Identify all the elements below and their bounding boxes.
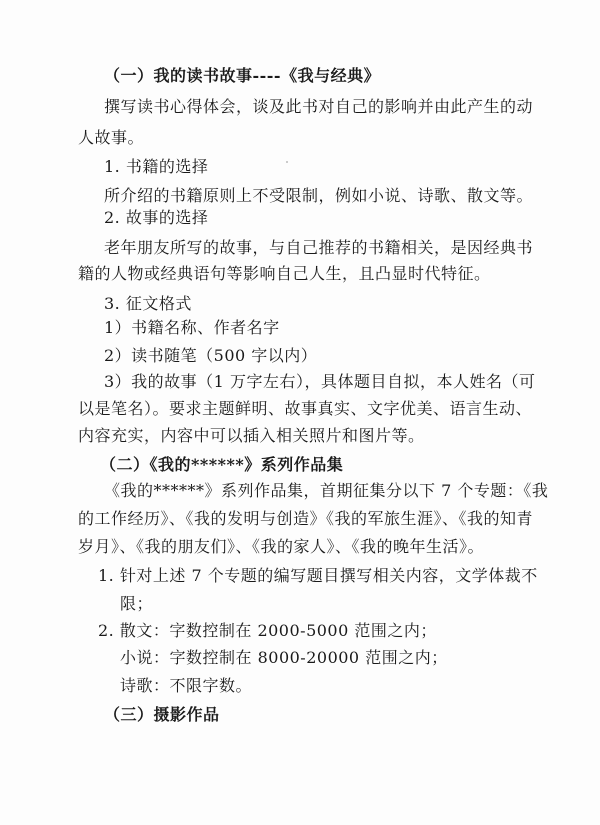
section2-intro-line1: 《我的******》系列作品集，首期征集分以下 7 个专题：《我 [104, 481, 549, 500]
section1-intro-line1: 撰写读书心得体会，谈及此书对自己的影响并由此产生的动 [104, 97, 534, 116]
section3-heading: （三）摄影作品 [104, 705, 220, 724]
section1-item3-title: 3. 征文格式 [104, 294, 192, 313]
section2-item2-line2: 小说：字数控制在 8000-20000 范围之内； [120, 648, 448, 667]
scan-artifact [286, 161, 288, 163]
section2-intro-line2: 的工作经历》、《我的发明与创造》《我的军旅生涯》、《我的知青 [78, 509, 534, 528]
section1-format1: 1）书籍名称、作者名字 [104, 318, 280, 337]
section2-heading: （二）《我的******》系列作品集 [100, 455, 344, 474]
section2-intro-line3: 岁月》、《我的朋友们》、《我的家人》、《我的晚年生活》。 [78, 537, 485, 556]
section1-format2: 2）读书随笔（500 字以内） [104, 346, 318, 365]
section2-item2-line1: 2. 散文：字数控制在 2000-5000 范围之内； [98, 621, 437, 640]
section1-item2-text-line2: 籍的人物或经典语句等影响自己人生，且凸显时代特征。 [78, 264, 491, 283]
section1-item2-text-line1: 老年朋友所写的故事，与自己推荐的书籍相关，是因经典书 [104, 238, 534, 257]
section2-item2-line3: 诗歌：不限字数。 [120, 676, 253, 695]
section2-item1-line2: 限； [120, 594, 154, 613]
section1-heading: （一）我的读书故事----《我与经典》 [104, 66, 381, 85]
section1-item1-title: 1. 书籍的选择 [104, 157, 209, 176]
section1-format3-line2: 以是笔名）。要求主题鲜明、故事真实、文字优美、语言生动、 [78, 399, 533, 418]
section1-format3-line3: 内容充实，内容中可以插入相关照片和图片等。 [78, 426, 425, 445]
section1-item1-text: 所介绍的书籍原则上不受限制，例如小说、诗歌、散文等。 [104, 186, 534, 205]
section1-format3-line1: 3）我的故事（1 万字左右），具体题目自拟，本人姓名（可 [104, 372, 536, 391]
section1-item2-title: 2. 故事的选择 [104, 208, 209, 227]
section1-intro-line2: 人故事。 [78, 128, 145, 147]
section2-item1-line1: 1. 针对上述 7 个专题的编写题目撰写相关内容，文学体裁不 [98, 566, 538, 585]
